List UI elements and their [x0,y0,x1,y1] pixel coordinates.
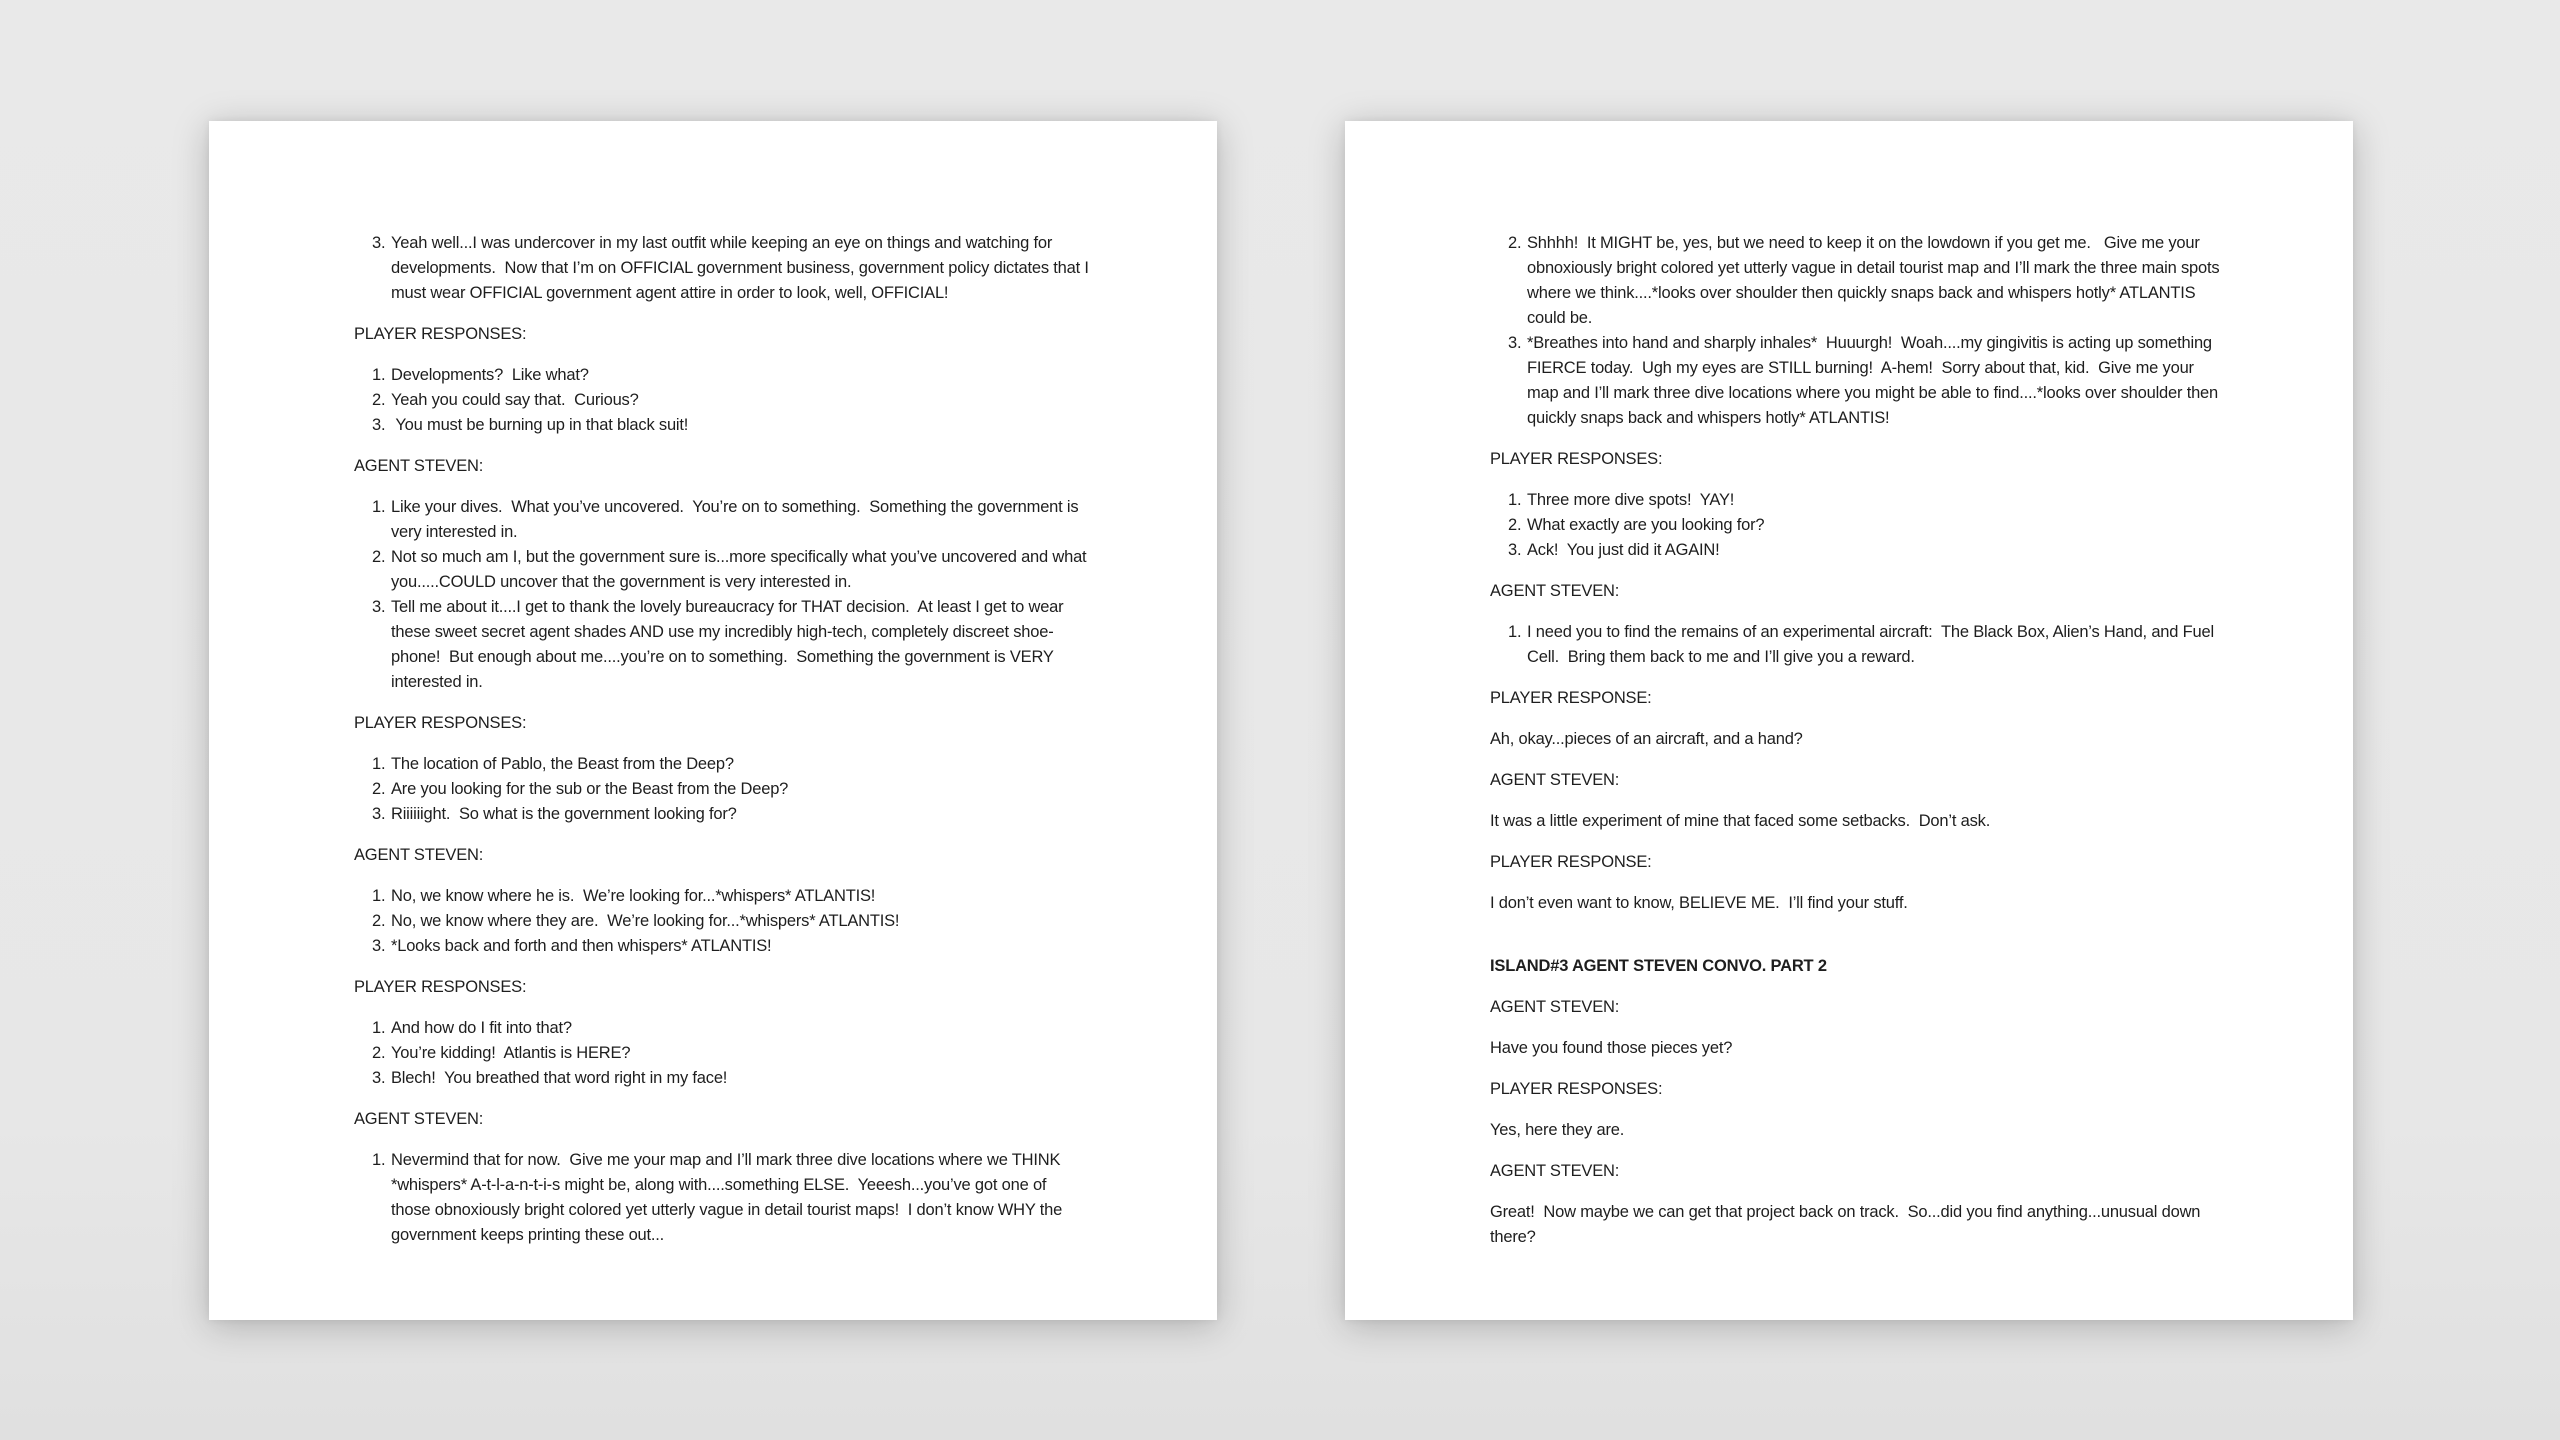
list-item [354,884,1089,909]
dialogue-text: Yeah well...I was undercover in my last outfit while keeping an eye on things and watching for developments. Now that I’m on OFFICIAL government business, government policy dictates that I must wear OFFICIAL government agent attire in order to look, well, OFFICIAL! [391,234,1094,302]
list-item [354,1066,1089,1091]
dialogue-text: Developments? Like what? [391,366,589,384]
speaker-label: PLAYER RESPONSE: [1490,853,1652,871]
list-item-number: 1. [372,366,386,384]
list-item [354,231,1094,306]
list-item [354,388,1089,413]
dialogue-paragraph: I don’t even want to know, BELIEVE ME. I’ll find your stuff. [1490,894,1908,912]
list-item [354,802,1089,827]
list-item-number: 2. [1508,234,1522,252]
dialogue-list [1490,488,2225,563]
dialogue-text: You’re kidding! Atlantis is HERE? [391,1044,631,1062]
list-item [1490,231,2225,331]
list-item [354,413,1089,438]
list-item [1490,513,2225,538]
list-item-number: 3. [372,416,386,434]
dialogue-list [354,1148,1089,1248]
dialogue-text: *Looks back and forth and then whispers* ATLANTIS! [391,937,772,955]
dialogue-text: Ack! You just did it AGAIN! [1527,541,1720,559]
list-item-number: 2. [1508,516,1522,534]
list-item [354,934,1089,959]
list-item [354,1148,1089,1248]
list-item-number: 1. [372,1019,386,1037]
list-item [354,909,1089,934]
list-item-number: 3. [1508,541,1522,559]
list-item [354,1041,1089,1066]
document-page-2[interactable] [1345,121,2353,1320]
dialogue-list [354,752,1089,827]
list-item-number: 2. [372,1044,386,1062]
list-item-number: 1. [372,755,386,773]
list-item [354,777,1089,802]
list-item [1490,538,2225,563]
dialogue-paragraph: Ah, okay...pieces of an aircraft, and a hand? [1490,730,1803,748]
dialogue-paragraph: Have you found those pieces yet? [1490,1039,1733,1057]
list-item [354,595,1089,695]
list-item-number: 1. [1508,491,1522,509]
speaker-label: PLAYER RESPONSE: [1490,689,1652,707]
list-item [1490,620,2225,670]
list-item-number: 2. [372,912,386,930]
dialogue-list [354,363,1089,438]
list-item-number: 3. [372,1069,386,1087]
dialogue-text: What exactly are you looking for? [1527,516,1765,534]
page-1-content [354,231,1094,1264]
list-item-number: 1. [372,498,386,516]
speaker-label: PLAYER RESPONSES: [354,325,527,343]
list-item-number: 1. [372,887,386,905]
list-item-number: 3. [372,937,386,955]
dialogue-text: Nevermind that for now. Give me your map and I’ll mark three dive locations where we THINK *whispers* A-t-l-a-n-t-i-s might be, along with....something ELSE. Yeeesh...you’ve got one of those obnoxiously bright colored yet utterly vague in detail tourist maps! I don’t know WHY the government keeps printing these out... [391,1151,1067,1244]
list-item [354,363,1089,388]
speaker-label: AGENT STEVEN: [354,457,484,475]
speaker-label: AGENT STEVEN: [1490,1162,1620,1180]
section-title: ISLAND#3 AGENT STEVEN CONVO. PART 2 [1490,957,1827,975]
list-item-number: 3. [372,234,386,252]
speaker-label: PLAYER RESPONSES: [1490,450,1663,468]
dialogue-text: The location of Pablo, the Beast from the Deep? [391,755,734,773]
list-item-number: 2. [372,391,386,409]
dialogue-text: Blech! You breathed that word right in my face! [391,1069,728,1087]
speaker-label: AGENT STEVEN: [354,1110,484,1128]
speaker-label: PLAYER RESPONSES: [354,714,527,732]
speaker-label: AGENT STEVEN: [1490,998,1620,1016]
dialogue-text: Like your dives. What you’ve uncovered. You’re on to something. Something the government is very interested in. [391,498,1083,541]
dialogue-paragraph: It was a little experiment of mine that faced some setbacks. Don’t ask. [1490,812,1991,830]
list-item-number: 2. [372,780,386,798]
dialogue-text: Tell me about it....I get to thank the lovely bureaucracy for THAT decision. At least I get to wear these sweet secret agent shades AND use my incredibly high-tech, completely discreet shoe-phone! But enough about me....you’re on to something. Something the government is VERY interested in. [391,598,1068,691]
dialogue-paragraph: Great! Now maybe we can get that project back on track. So...did you find anything...unusual down there? [1490,1203,2205,1246]
dialogue-text: Shhhh! It MIGHT be, yes, but we need to keep it on the lowdown if you get me. Give me your obnoxiously bright colored yet utterly vague in detail tourist map and I’ll mark the three main spots where we think....*looks over shoulder then quickly snaps back and whispers hotly* ATLANTIS could be. [1527,234,2224,327]
list-item-number: 3. [372,805,386,823]
list-item [1490,331,2225,431]
dialogue-list [354,231,1094,306]
list-item [354,545,1089,595]
dialogue-paragraph: Yes, here they are. [1490,1121,1625,1139]
list-item-number: 2. [372,548,386,566]
speaker-label: AGENT STEVEN: [354,846,484,864]
speaker-label: PLAYER RESPONSES: [1490,1080,1663,1098]
dialogue-text: And how do I fit into that? [391,1019,572,1037]
list-item-number: 1. [372,1151,386,1169]
list-item [1490,488,2225,513]
dialogue-text: No, we know where they are. We’re looking for...*whispers* ATLANTIS! [391,912,900,930]
list-item [354,495,1089,545]
dialogue-list [354,884,1089,959]
page-2-content [1490,231,2225,1266]
dialogue-text: Riiiiiight. So what is the government looking for? [391,805,737,823]
speaker-label: AGENT STEVEN: [1490,582,1620,600]
list-item [354,752,1089,777]
dialogue-list [354,495,1089,695]
dialogue-text: Yeah you could say that. Curious? [391,391,639,409]
list-item-number: 3. [1508,334,1522,352]
speaker-label: AGENT STEVEN: [1490,771,1620,789]
dialogue-text: No, we know where he is. We’re looking for...*whispers* ATLANTIS! [391,887,876,905]
document-page-1[interactable] [209,121,1217,1320]
dialogue-list [1490,231,2225,431]
dialogue-text: You must be burning up in that black suit! [391,416,689,434]
dialogue-list [354,1016,1089,1091]
dialogue-text: Not so much am I, but the government sure is...more specifically what you’ve uncovered and what you.....COULD uncover that the government is very interested in. [391,548,1091,591]
dialogue-text: Are you looking for the sub or the Beast from the Deep? [391,780,789,798]
list-item-number: 3. [372,598,386,616]
dialogue-text: I need you to find the remains of an experimental aircraft: The Black Box, Alien’s Hand, and Fuel Cell. Bring them back to me and I’ll give you a reward. [1527,623,2219,666]
speaker-label: PLAYER RESPONSES: [354,978,527,996]
list-item [354,1016,1089,1041]
dialogue-text: Three more dive spots! YAY! [1527,491,1735,509]
list-item-number: 1. [1508,623,1522,641]
dialogue-list [1490,620,2225,670]
dialogue-text: *Breathes into hand and sharply inhales* Huuurgh! Woah....my gingivitis is acting up something FIERCE today. Ugh my eyes are STILL burning! A-hem! Sorry about that, kid. Give me your map and I’ll mark three dive locations where you might be able to find....*looks over shoulder then quickly snaps back and whispers hotly* ATLANTIS! [1527,334,2223,427]
